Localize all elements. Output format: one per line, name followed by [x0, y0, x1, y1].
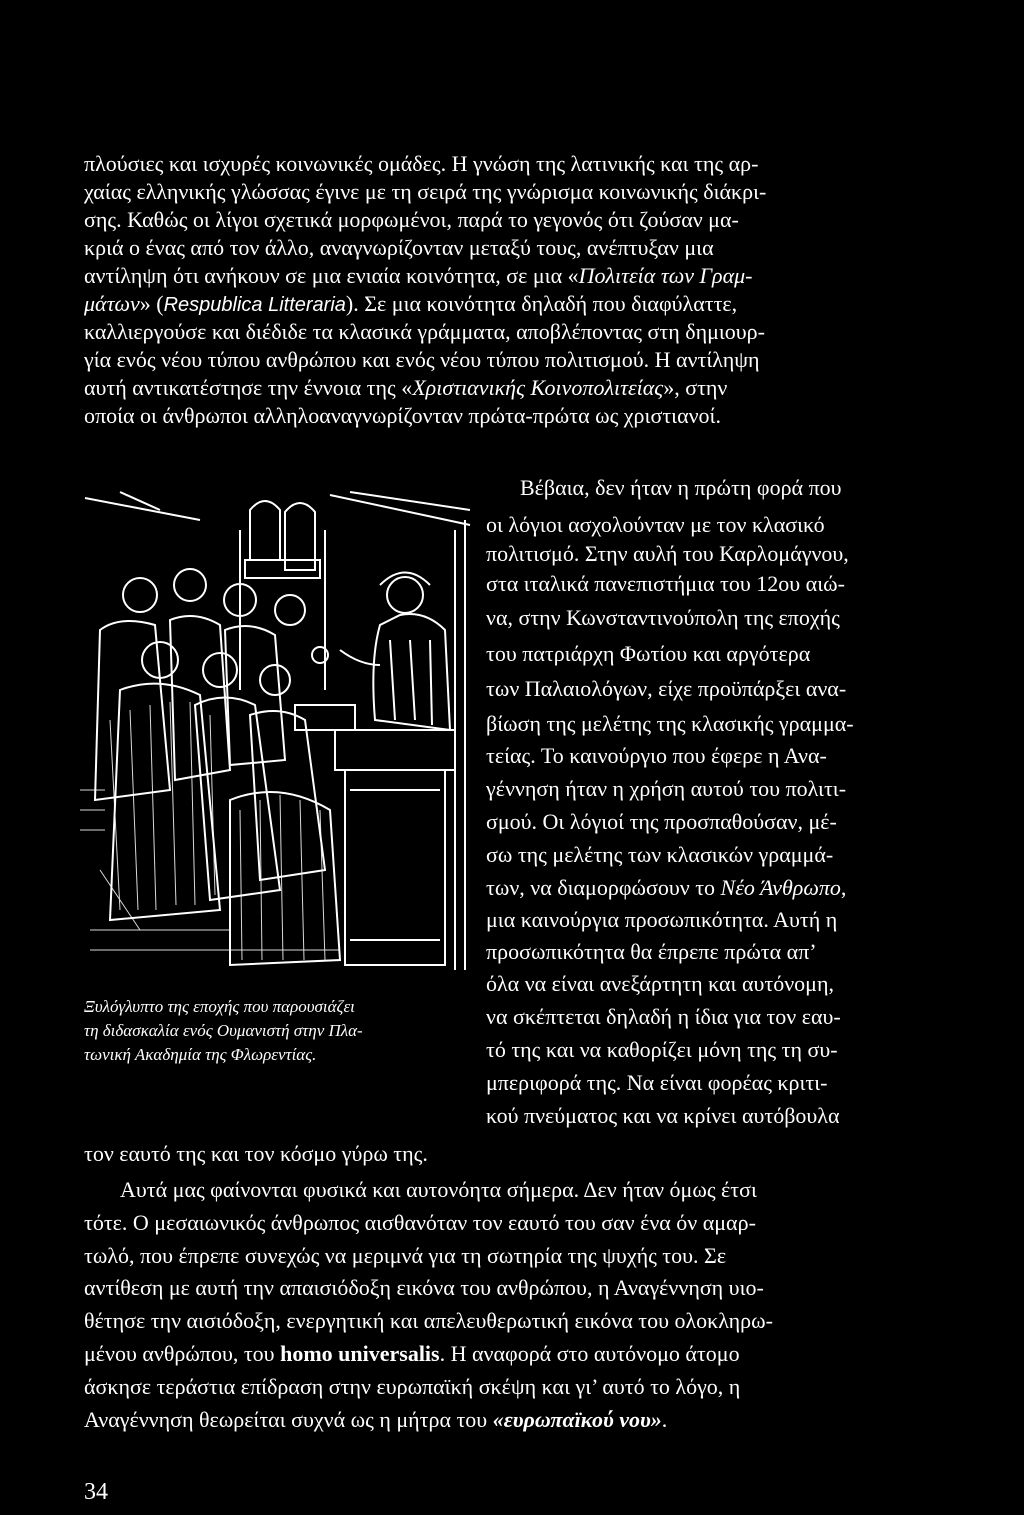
text-line: τό της και να καθορίζει μόνη της τη συ-: [486, 1037, 838, 1062]
text-line: Αυτά μας φαίνονται φυσικά και αυτονόητα σήμερα. Δεν ήταν όμως έτσι: [120, 1177, 757, 1202]
italic-run: μάτων: [84, 291, 140, 316]
text-line: μια καινούργια προσωπικότητα. Αυτή η: [486, 907, 838, 932]
text-line: άσκησε τεράστια επίδραση στην ευρωπαϊκή σκέψη και γι’ αυτό το λόγο, η: [84, 1374, 741, 1399]
text-line: του πατριάρχη Φωτίου και αργότερα: [486, 641, 811, 666]
text-line: να, στην Κωνσταντινούπολη της εποχής: [486, 605, 840, 630]
text-line: πολιτισμό. Στην αυλή του Καρλομάγνου,: [486, 541, 849, 566]
text-line: γία ενός νέου τύπου ανθρώπου και ενός νέου τύπου πολιτισμού. Η αντίληψη: [84, 347, 760, 372]
latin-term: Respublica Litteraria: [163, 294, 346, 316]
text-line: οι λόγιοι ασχολούνταν με τον κλασικό: [486, 512, 825, 537]
text-line: τον εαυτό της και τον κόσμο γύρω της.: [84, 1141, 428, 1166]
text-line: Βέβαια, δεν ήταν η πρώτη φορά που: [520, 475, 842, 500]
text-line: κριά ο ένας από τον άλλο, αναγνωρίζονταν μεταξύ τους, ανέπτυξαν μια: [84, 235, 714, 260]
text-line: πλούσιες και ισχυρές κοινωνικές ομάδες. Η γνώση της λατινικής και της αρ-: [84, 151, 759, 176]
text-line: τείας. Το καινούργιο που έφερε η Ανα-: [486, 743, 827, 768]
text-line: τωλό, που έπρεπε συνεχώς να μεριμνά για τη σωτηρία της ψυχής του. Σε: [84, 1243, 727, 1268]
page-number: 34: [84, 1479, 108, 1505]
text-run: Αναγέννηση θεωρείται συχνά ως η μήτρα του: [84, 1407, 493, 1432]
text-line: θέτησε την αισιόδοξη, ενεργητική και απελευθερωτική εικόνα του ολοκληρω-: [84, 1308, 773, 1333]
text-run: ,: [840, 875, 847, 900]
text-line: σης. Καθώς οι λίγοι σχετικά μορφωμένοι, παρά το γεγονός ότι ζούσαν μα-: [84, 207, 739, 232]
caption-line: τωνική Ακαδημία της Φλωρεντίας.: [84, 1045, 317, 1064]
caption-line: τη διδασκαλία ενός Ουμανιστή στην Πλα-: [84, 1021, 363, 1040]
caption-line: Ξυλόγλυπτο της εποχής που παρουσιάζει: [84, 997, 355, 1016]
text-line: αντίθεση με αυτή την απαισιόδοξη εικόνα του ανθρώπου, η Αναγέννηση υιο-: [84, 1275, 764, 1300]
text-line: κού πνεύματος και να κρίνει αυτόβουλα: [486, 1103, 840, 1128]
italic-run: Νέο Άνθρωπο: [720, 875, 841, 900]
text-line: οποία οι άνθρωποι αλληλοαναγνωρίζονταν πρώτα-πρώτα ως χριστιανοί.: [84, 403, 721, 428]
text-line: καλλιεργούσε και διέδιδε τα κλασικά γράμματα, αποβλέποντας στη δημιουρ-: [84, 319, 765, 344]
woodcut-lecture-scene-image: [80, 490, 472, 975]
text-run: ). Σε μια κοινότητα δηλαδή που διαφύλαττε,: [345, 291, 738, 316]
text-line: των Παλαιολόγων, είχε προϋπάρξει ανα-: [486, 676, 847, 701]
text-line: [486, 874, 846, 902]
text-line: [84, 290, 737, 319]
italic-run: Χριστιανικής Κοινοπολιτείας: [412, 375, 664, 400]
text-line: προσωπικότητα θα έπρεπε πρώτα απ’: [486, 939, 817, 964]
text-run: των, να διαμορφώσουν το: [486, 875, 721, 900]
bold-italic-term: «ευρωπαϊκού νου»: [492, 1407, 662, 1432]
italic-run: Πολιτεία των Γραμ-: [578, 263, 753, 288]
text-run: αντίληψη ότι ανήκουν σε μια ενιαία κοινότητα, σε μια «: [84, 263, 579, 288]
text-line: σμού. Οι λόγιοί της προσπαθούσαν, μέ-: [486, 809, 837, 834]
text-line: μπεριφορά της. Να είναι φορέας κριτι-: [486, 1070, 828, 1095]
text-line: [84, 1340, 740, 1368]
text-line: [84, 262, 753, 290]
text-line: χαίας ελληνικής γλώσσας έγινε με τη σειρά της γνώρισμα κοινωνικής διάκρι-: [84, 179, 767, 204]
text-line: γέννηση ήταν η χρήση αυτού του πολιτι-: [486, 776, 847, 801]
text-line: στα ιταλικά πανεπιστήμια του 12ου αιώ-: [486, 571, 845, 596]
text-run: μένου ανθρώπου, του: [84, 1341, 281, 1366]
text-line: σω της μελέτης των κλασικών γραμμά-: [486, 842, 834, 867]
text-line: βίωση της μελέτης της κλασικής γραμμα-: [486, 711, 854, 736]
woodcut-figure: [80, 490, 472, 975]
text-line: [84, 374, 727, 402]
text-run: » (: [139, 291, 164, 316]
text-line: [84, 1406, 667, 1434]
figure-caption: [84, 995, 480, 1067]
text-line: όλα να είναι ανεξάρτητη και αυτόνομη,: [486, 971, 834, 996]
text-run: αυτή αντικατέστησε την έννοια της «: [84, 375, 413, 400]
text-run: », στην: [663, 375, 728, 400]
text-run: .: [661, 1407, 668, 1432]
text-line: να σκέπτεται δηλαδή η ίδια για τον εαυ-: [486, 1004, 841, 1029]
bold-term: homo universalis: [280, 1341, 440, 1366]
text-line: τότε. Ο μεσαιωνικός άνθρωπος αισθανόταν τον εαυτό του σαν ένα όν αμαρ-: [84, 1210, 756, 1235]
text-run: . Η αναφορά στο αυτόνομο άτομο: [439, 1341, 740, 1366]
